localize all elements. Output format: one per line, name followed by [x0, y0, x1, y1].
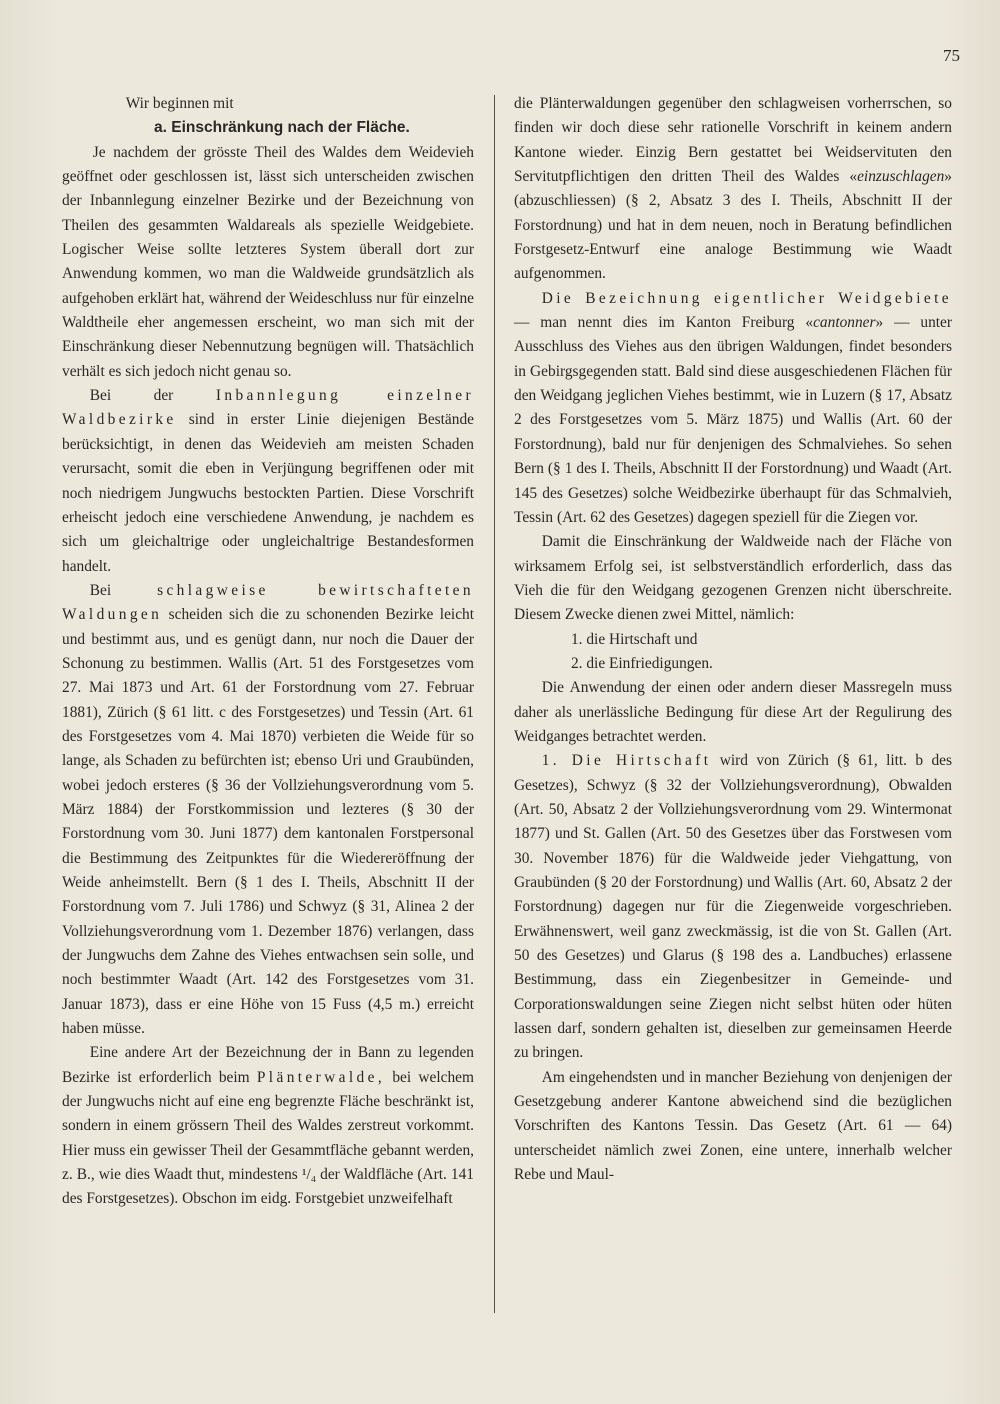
paragraph-text: — man nennt dies im Kanton Freiburg « [514, 314, 814, 332]
italic-term: cantonner [813, 314, 876, 332]
paragraph: Je nachdem der grösste Theil des Waldes dem Weidevieh geöffnet oder geschlossen ist, lässt sich unterscheiden zwischen der Inbannlegung einzelner Bezirke und der Bezeichnung von Theilen des gesammten Waldareals als spezielle Weidgebiete. Logischer Weise sollte letzteres System überall dort zur Anwendung kommen, wo man die Waldweide grundsätzlich als aufgehoben erklärt hat, während der Weideschluss nur für einzelne Waldtheile eher angemessen erscheint, wo man sich mit der Einschränkung dieser Nebennutzung begnügen will. Thatsächlich verhält es sich jedoch nicht genau so. [62, 143, 474, 380]
paragraph: Die Anwendung der einen oder andern dieser Massregeln muss daher als unerlässliche Bedingung für diese Art der Regulirung des Weidganges betrachtet werden. [514, 679, 952, 745]
paragraph-text: scheiden sich die zu schonenden Bezirke leicht und bestimmt aus, und es genügt dann, nur noch die Dauer der Schonung zu bestimmen. Wallis (Art. 51 des Forstgesetzes vom 27. Mai 1873 und Art. 61 der Forstordnung vom 27. Februar 1881), Zürich (§ 61 litt. c des Forstgesetzes) und Tessin (Art. 61 des Forstgesetzes vom 4. Mai 1870) verbieten die Weide für so lange, als Schaden zu befürchten ist; ebenso Uri und Graubünden, wobei jedoch ersteres (§ 36 der Vollziehungsverordnung vom 5. März 1884) der Forstkommission und lezteres (§ 30 der Forstordnung vom 30. Juni 1877) dem kantonalen Forstpersonal die Bestimmung des Zeitpunktes für die Wiedereröffnung der Weide anheimstellt. Bern (§ 1 des I. Theils, Abschnitt II der Forstordnung vom 7. Juli 1786) und Schwyz (§ 31, Alinea 2 der Vollziehungsverordnung vom 1. Dezember 1876) verlangen, dass der Jungwuchs dem Zahne des Viehes entwachsen sein solle, und noch bestimmter Waadt (Art. 142 des Forstgesetzes vom 31. Januar 1873), dass er eine Höhe von 15 Fuss (4,5 m.) erreicht haben müsse. [62, 606, 474, 1038]
paragraph-text: sind in erster Linie diejenigen Bestände berücksichtigt, in denen das Weidevieh am meisten Schaden verursacht, somit die eben in Verjüngung begriffenen oder mit noch niedrigem Jungwuchs bestockten Partien. Diese Vorschrift erheischt jedoch eine verschiedene Anwendung, je nachdem es sich um gleichaltrige oder ungleichaltrige Bestandesformen handelt. [62, 411, 474, 575]
list-item: 1. die Hirtschaft und [570, 630, 698, 648]
paragraph [514, 749, 952, 1065]
paragraph [514, 287, 952, 530]
paragraph-text: wird von Zürich (§ 61, litt. b des Gesetzes), Schwyz (§ 32 der Vollziehungsverordnung), Obwalden (Art. 50, Absatz 2 der Vollziehungsverordnung vom 29. Wintermonat 1877) und St. Gallen (Art. 50 des Gesetzes über das Forstwesen vom 30. November 1876) für die Waldweide jeder Viehgattung, von Graubünden (§ 20 der Forstordnung) und Wallis (Art. 60, Absatz 2 der Forstordnung) dagegen nur für die Ziegenweide vorgeschrieben. Erwähnenswert, weil ganz zweckmässig, ist die von St. Gallen (Art. 50 des Gesetzes) und Glarus (§ 198 des a. Landbuches) erlassene Bestimmung, dass ein Ziegenbesitzer in Gemeinde- und Corporationswaldungen seine Ziegen nicht selbst hüten oder hüten lassen darf, sondern gehalten ist, dieselben zur gemeinsamen Heerde zu bringen. [514, 752, 952, 1062]
paragraph [514, 92, 952, 287]
section-heading: a. Einschränkung nach der Fläche. [154, 119, 410, 137]
paragraph-text: Bei der [89, 387, 174, 405]
paragraph-text: » — unter Ausschluss des Viehes aus den übrigen Waldungen, findet besonders in Gebirgsgegenden statt. Bald sind diese ausgeschiedenen Flächen für den Weidgang jeglichen Viehes bestimmt, wie in Luzern (§ 17, Absatz 2 des Forstgesetzes vom 5. März 1875) und Wallis (Art. 60 der Forstordnung), bald nur für denjenigen des Schmalviehes. So sehen Bern (§ 1 des I. Theils, Abschnitt II der Forstordnung) und Waadt (Art. 145 des Gesetzes) solche Weidbezirke überhaupt für das Schmalvieh, Tessin (Art. 62 des Gesetzes) dagegen speziell für die Ziegen vor. [514, 314, 952, 526]
paragraph-text: Eine andere Art der Bezeichnung der in Bann zu legenden Bezirke ist erforderlich beim [62, 1044, 474, 1086]
column-divider [494, 95, 495, 1313]
spaced-term: schlagweise bewirtschafteten Waldungen [62, 581, 474, 624]
paragraph: Damit die Einschränkung der Waldweide nach der Fläche von wirksamem Erfolg sei, ist selbstverständlich erforderlich, dass das Vieh die für den Weidgang gezogenen Grenzen nicht überschreite. Diesem Zwecke dienen zwei Mittel, nämlich: [514, 533, 952, 624]
page-number: 75 [943, 46, 960, 65]
italic-term: einzuschlagen [857, 168, 945, 186]
left-column [62, 92, 474, 1212]
paragraph-text: die Plänterwaldungen gegenüber den schlagweisen vorherrschen, so finden wir doch diese sehr rationelle Vorschrift in keinem andern Kantone wieder. Einzig Bern gestattet bei Weidservituten den Servitutpflichtigen den dritten Theil des Waldes « [514, 95, 952, 186]
intro-line: Wir beginnen mit [125, 95, 234, 112]
paragraph: Am eingehendsten und in mancher Beziehung von denjenigen der Gesetzgebung anderer Kantone abweichend sind die bezüglichen Vorschriften des Kantons Tessin. Das Gesetz (Art. 61 — 64) unterscheidet nämlich zwei Zonen, eine untere, innerhalb welcher Rebe und Maul- [514, 1068, 952, 1184]
paragraph-text: bei welchem der Jungwuchs nicht auf eine eng begrenzte Fläche beschränkt ist, sondern in einem grössern Theil des Waldes zerstreut vorkommt. Hier muss ein gewisser Theil der Gesammtfläche gebannt werden, z. B., wie dies Waadt thut, mindestens ¹/₄ der Waldfläche (Art. 141 des Forstgesetzes). Obschon im eidg. Forstgebiet unzweifelhaft [62, 1068, 474, 1208]
paragraph [62, 1041, 474, 1211]
spaced-term: Die Bezeichnung eigentlicher Weidgebiete [541, 289, 952, 307]
right-column [514, 92, 952, 1187]
paragraph-text: Bei [89, 581, 112, 599]
paragraph [62, 579, 474, 1042]
spaced-term: 1. Die Hirtschaft [541, 752, 712, 770]
spaced-term: Inbannlegung einzelner Waldbezirke [62, 387, 474, 429]
paragraph-text: » (abzuschliessen) (§ 2, Absatz 3 des I. Theils, Abschnitt II der Forstordnung) und hat in dem neuen, noch in Beratung befindlichen Forstgesetz-Entwurf eine analoge Bestimmung wie Waadt aufgenommen. [514, 168, 952, 283]
spaced-term: Plänterwalde, [256, 1068, 386, 1086]
paragraph [62, 384, 474, 579]
list-item: 2. die Einfriedigungen. [570, 654, 713, 672]
